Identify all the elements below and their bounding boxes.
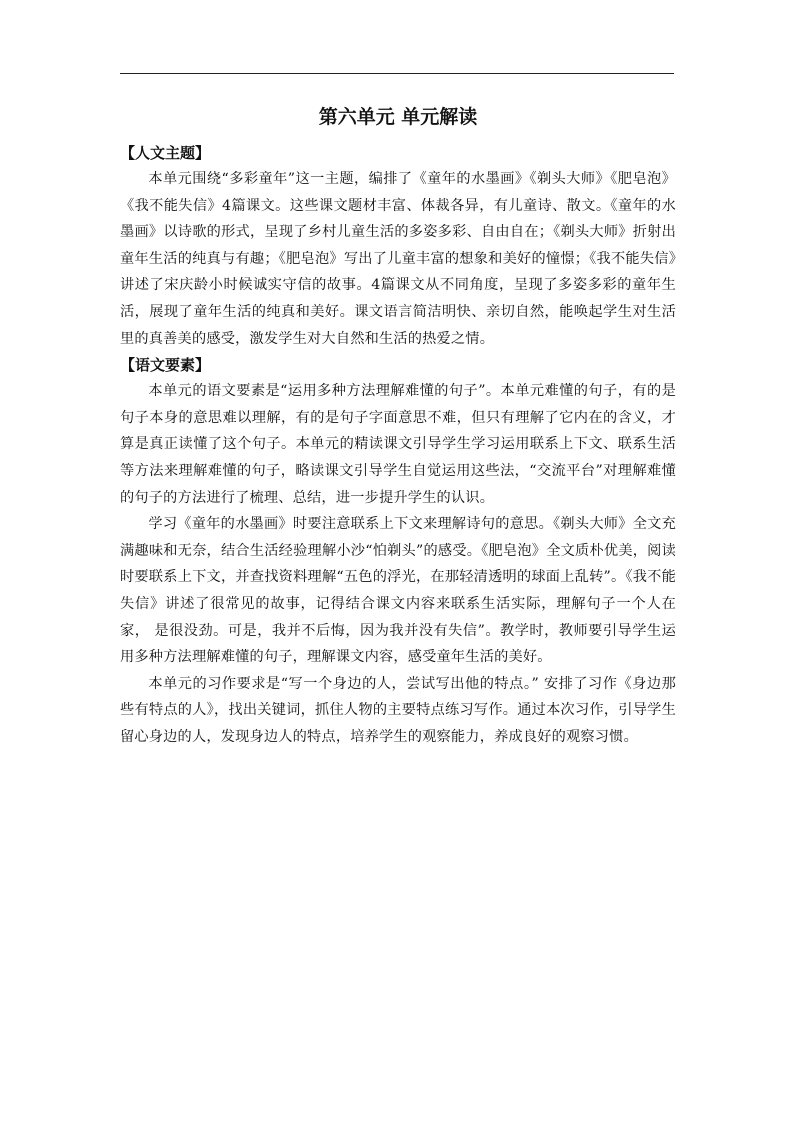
section-heading: 【语文要素】 [120, 356, 211, 375]
page-title: 第六单元 单元解读 [318, 106, 478, 128]
paragraph: 本单元围绕“多彩童年”这一主题，编排了《童年的水墨画》《剃头大师》《肥皂泡》《我不能失信》4篇课文。这些课文题材丰富、体裁各异，有儿童诗、散文。《童年的水墨画》以诗歌的形式，呈现了乡村儿童生活的多姿多彩、自由自在；《剃头大师》折射出童年生活的纯真与有趣；《肥皂泡》写出了儿童丰富的想象和美好的憧憬；《我不能失信》讲述了宋庆龄小时候诚实守信的故事。4篇课文从不同角度，呈现了多姿多彩的童年生活，展现了童年生活的纯真和美好。课文语言简洁明快、亲切自然，能唤起学生对生活里的真善美的感受，激发学生对大自然和生活的热爱之情。 [120, 171, 676, 347]
paragraph: 本单元的语文要素是“运用多种方法理解难懂的句子”。本单元难懂的句子，有的是句子本身的意思难以理解，有的是句子字面意思不难，但只有理解了它内在的含义，才算是真正读懂了这个句子。本单元的精读课文引导学生学习运用联系上下文、联系生活等方法来理解难懂的句子，略读课文引导学生自觉运用这些法，“交流平台”对理解难懂的句子的方法进行了梳理、总结，进一步提升学生的认识。 [120, 383, 676, 506]
section-humanistic-theme [120, 140, 676, 352]
section-language-elements [120, 352, 676, 750]
document-body [120, 100, 676, 750]
header-rule [120, 73, 674, 74]
section-heading: 【人文主题】 [120, 144, 211, 162]
paragraph: 本单元的习作要求是“写一个身边的人，尝试写出他的特点。” 安排了习作《身边那些有特点的人》，找出关键词，抓住人物的主要特点练习写作。通过本次习作，引导学生留心身边的人，发现身边人的特点，培养学生的观察能力，养成良好的观察习惯。 [120, 675, 676, 745]
paragraph: 学习《童年的水墨画》时要注意联系上下文来理解诗句的意思。《剃头大师》全文充满趣味和无奈，结合生活经验理解小沙“怕剃头”的感受。《肥皂泡》全文质朴优美，阅读时要联系上下文，并查找资料理解“五色的浮光，在那轻清透明的球面上乱转”。《我不能失信》讲述了很常见的故事，记得结合课文内容来联系生活实际，理解句子一个人在家， 是很没劲。可是，我并不后悔，因为我并没有失信”。教学时，教师要引导学生运用多种方法理解难懂的句子，理解课文内容，感受童年生活的美好。 [120, 516, 676, 666]
